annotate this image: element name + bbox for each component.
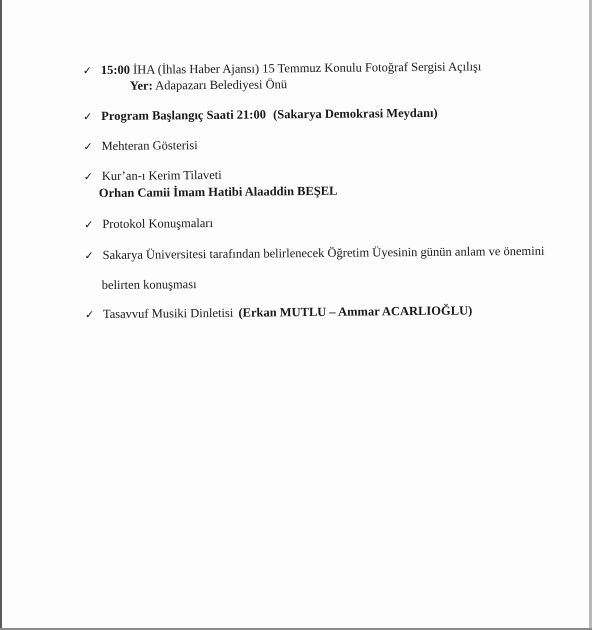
checkmark-icon: ✓: [84, 308, 95, 322]
program-item-quran: [84, 168, 222, 184]
item-text: Program Başlangıç Saati 21:00: [101, 107, 267, 124]
program-item-protocol: [84, 216, 213, 232]
program-item-sufi-music: [85, 303, 472, 322]
program-item-start-time: [83, 106, 438, 124]
scan-left-edge: [0, 0, 2, 630]
location-text: Adapazarı Belediyesi Önü: [155, 77, 288, 93]
reciter-line: Orhan Camii İmam Hatibi Alaaddin BEŞEL: [98, 183, 338, 201]
speech-continuation: belirten konuşması: [101, 277, 197, 293]
checkmark-icon: ✓: [84, 218, 94, 232]
checkmark-icon: ✓: [83, 140, 93, 154]
item-text: İHA (İhlas Haber Ajansı) 15 Temmuz Konulu Fotoğraf Sergisi Açılışı: [133, 59, 482, 77]
item-extra: (Erkan MUTLU – Ammar ACARLIOĞLU): [238, 303, 473, 320]
program-item-photo-exhibition: [83, 59, 482, 78]
location-line: [130, 77, 287, 93]
item-text: Sakarya Üniversitesi tarafından belirlenecek Öğretim Üyesinin günün anlam ve önemini: [102, 243, 545, 263]
item-time: 15:00: [100, 62, 131, 78]
program-item-university-speech: [84, 244, 544, 263]
location-label: Yer:: [129, 78, 153, 93]
item-text: Protokol Konuşmaları: [102, 215, 214, 232]
checkmark-icon: ✓: [84, 249, 94, 263]
program-item-mehteran: [83, 138, 197, 154]
item-text: Tasavvuf Musiki Dinletisi: [102, 305, 234, 322]
checkmark-icon: ✓: [83, 110, 93, 124]
checkmark-icon: ✓: [82, 64, 92, 78]
checkmark-icon: ✓: [83, 170, 93, 184]
item-text: Mehteran Gösterisi: [101, 138, 198, 154]
item-extra: (Sakarya Demokrasi Meydanı): [272, 105, 438, 122]
item-text: Kur’an-ı Kerim Tilaveti: [101, 167, 222, 184]
